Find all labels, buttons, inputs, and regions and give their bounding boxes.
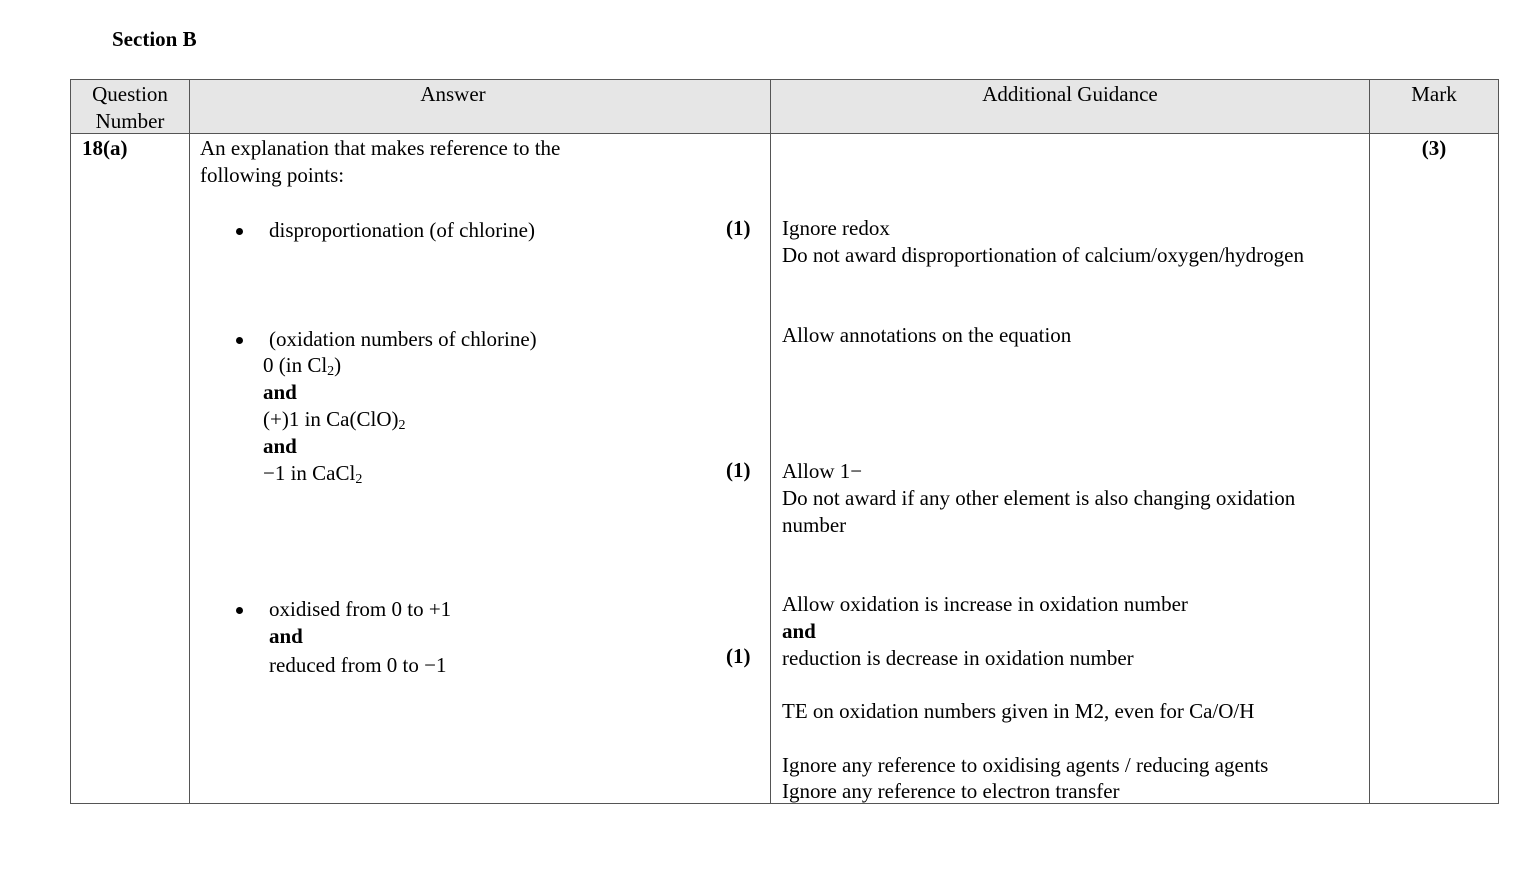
- point3-line2: reduced from 0 to −1: [269, 653, 447, 677]
- point2-line3-text: (+)1 in Ca(ClO): [263, 407, 399, 431]
- point2-line2: [263, 352, 341, 379]
- point2-mark: (1): [726, 458, 751, 482]
- answer-intro-line1: An explanation that makes reference to the: [200, 136, 561, 160]
- header-guidance: Additional Guidance: [982, 82, 1158, 106]
- table-border-top: [70, 79, 1499, 80]
- point1-mark: (1): [726, 216, 751, 240]
- answer-intro: [200, 135, 560, 189]
- answer-intro-line2: following points:: [200, 163, 345, 187]
- table-border-left: [70, 79, 71, 804]
- point3-guidance-line1: Allow oxidation is increase in oxidation number: [782, 592, 1188, 616]
- point2-guidance: [782, 458, 1295, 539]
- point3-and: and: [269, 624, 303, 648]
- point1-guidance-line1: Ignore redox: [782, 216, 890, 240]
- point3-mark: (1): [726, 644, 751, 668]
- point2-and2: and: [263, 434, 297, 458]
- total-mark: (3): [1421, 136, 1447, 160]
- header-divider: [70, 133, 1499, 134]
- bullet-icon: [236, 337, 243, 344]
- question-number: 18(a): [82, 136, 128, 160]
- point3-guidance-ignore1: Ignore any reference to oxidising agents / reducing agents: [782, 753, 1269, 777]
- header-question-number-line1: Question: [92, 82, 168, 106]
- point2-line3: [263, 406, 406, 433]
- header-mark: Mark: [1411, 82, 1457, 106]
- point2-line3-subscript: 2: [398, 418, 406, 433]
- table-border-right: [1498, 79, 1499, 804]
- point3-guidance-line2: reduction is decrease in oxidation number: [782, 646, 1134, 670]
- point2-line4-text: −1 in CaCl: [263, 461, 356, 485]
- point2-line4-subscript: 2: [355, 472, 363, 487]
- point3-line1: oxidised from 0 to +1: [269, 597, 452, 621]
- point2-line2-end: ): [334, 353, 342, 377]
- point2-line4: [263, 460, 362, 487]
- point2-line2-subscript: 2: [327, 364, 335, 379]
- header-answer: Answer: [420, 82, 486, 106]
- point1-guidance: [782, 215, 1304, 269]
- header-question-number: [71, 81, 189, 135]
- point2-and1: and: [263, 380, 297, 404]
- point2-guidance-line3: number: [782, 513, 847, 537]
- point2-guidance-top: Allow annotations on the equation: [782, 323, 1072, 347]
- column-divider: [1369, 79, 1370, 804]
- section-title: Section B: [112, 27, 197, 51]
- header-question-number-line2: Number: [95, 109, 165, 133]
- point3-guidance-and: and: [782, 619, 816, 643]
- column-divider: [189, 79, 190, 804]
- point2-line1: (oxidation numbers of chlorine): [269, 327, 537, 351]
- column-divider: [770, 79, 771, 804]
- point3-guidance-ignore2: Ignore any reference to electron transfer: [782, 779, 1120, 803]
- point1-guidance-line2: Do not award disproportionation of calcium/oxygen/hydrogen: [782, 243, 1304, 267]
- bullet-icon: [236, 228, 243, 235]
- bullet-icon: [236, 607, 243, 614]
- point1-text: disproportionation (of chlorine): [269, 218, 535, 242]
- point3-guidance-te: TE on oxidation numbers given in M2, even for Ca/O/H: [782, 699, 1255, 723]
- point2-guidance-line2: Do not award if any other element is also changing oxidation: [782, 486, 1296, 510]
- point2-line2-text: 0 (in Cl: [263, 353, 328, 377]
- point2-guidance-line1: Allow 1−: [782, 459, 863, 483]
